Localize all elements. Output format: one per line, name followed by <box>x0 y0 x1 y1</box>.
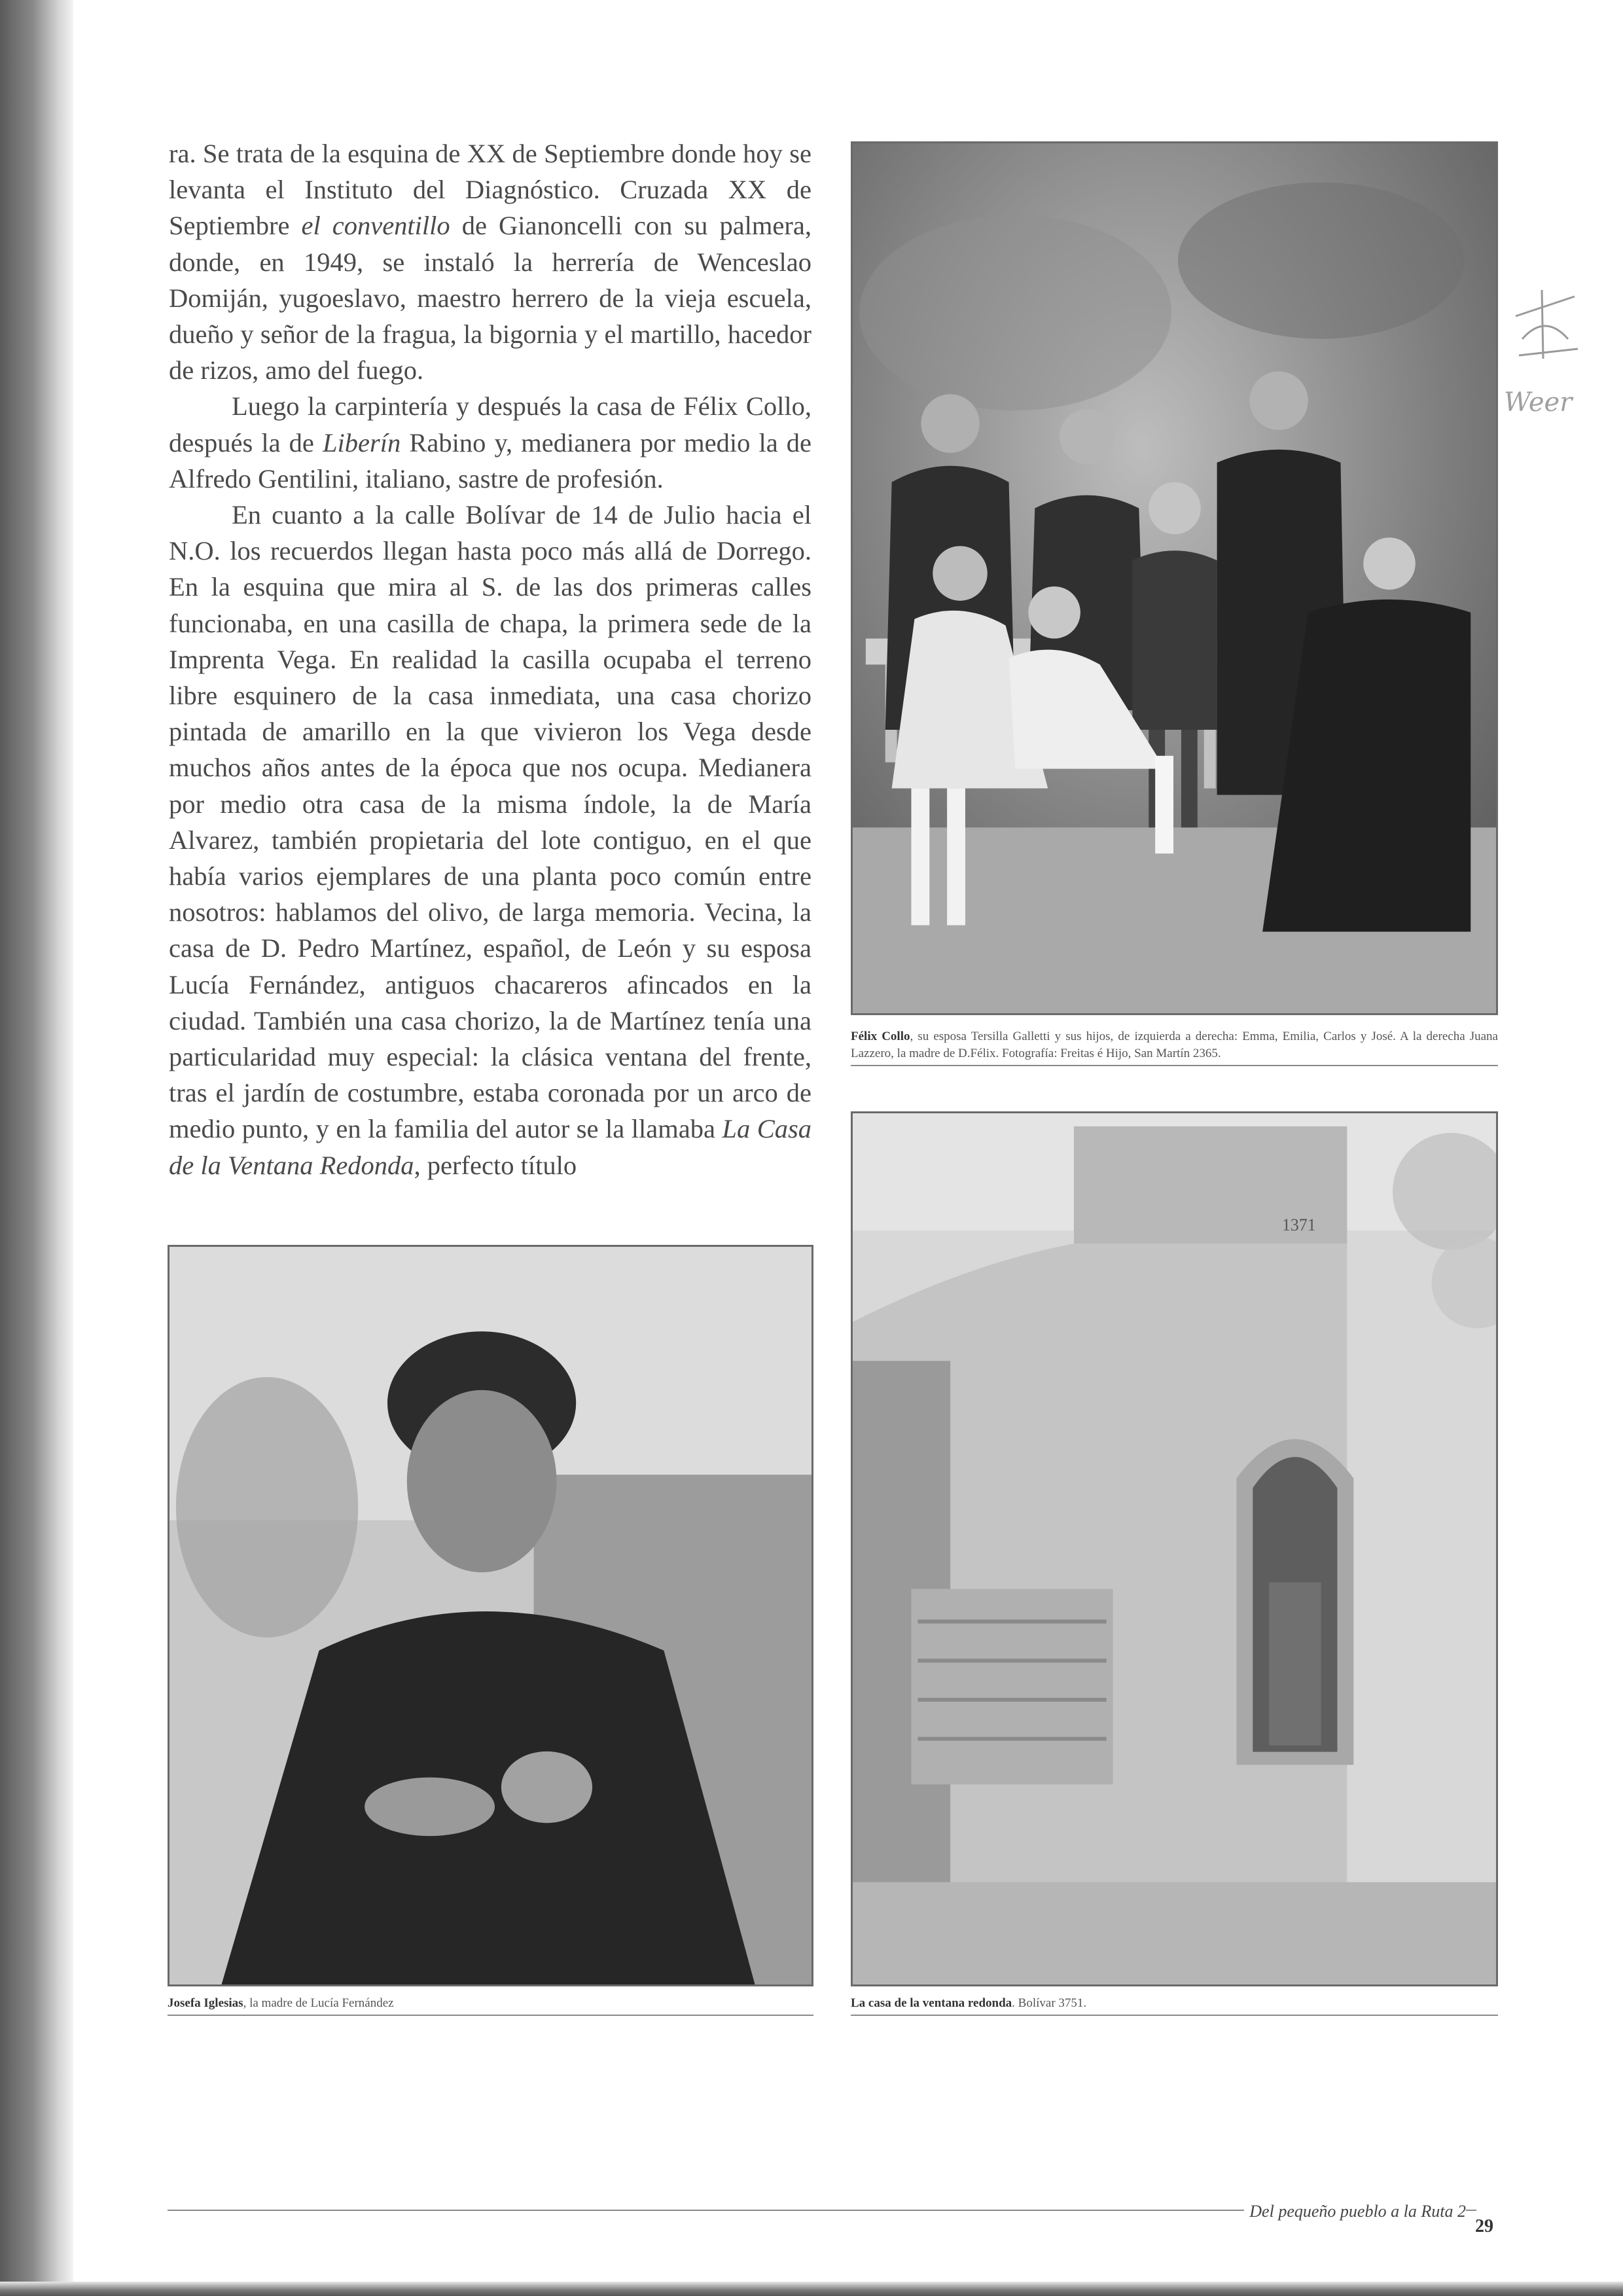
body-text <box>169 135 812 1183</box>
margin-note-drawing <box>1503 287 1594 424</box>
house-photo-caption: La casa de la ventana redonda. Bolívar 3751. <box>851 1995 1498 2016</box>
facade-number: 1371 <box>1281 1215 1316 1235</box>
house-photo-image <box>853 1113 1496 1984</box>
book-binding-shadow <box>0 0 73 2296</box>
family-photo-caption: Félix Collo, su esposa Tersilla Galletti y sus hijos, de izquierda a derecha: Emma, Emilia, Carlos y José. A la derecha Juana Lazzero, la madre de D.Félix. Fotografía: Freitas é Hijo, San Martín 2365. <box>851 1028 1498 1066</box>
portrait-photo-image <box>169 1247 812 1984</box>
family-photo-image <box>853 143 1496 1013</box>
svg-text:Weer: Weer <box>1504 387 1573 418</box>
portrait-photo-caption: Josefa Iglesias, la madre de Lucía Fernández <box>168 1995 813 2016</box>
family-photo <box>851 141 1498 1015</box>
paragraph-1: ra. Se trata de la esquina de XX de Septiembre donde hoy se levanta el Instituto del Diagnóstico. Cruzada XX de Septiembre el conventillo de Gianoncelli con su palmera, donde, en 1949, se instaló la herrería de Wenceslao Domiján, yugoeslavo, maestro herrero de la vieja escuela, dueño y señor de la fragua, la bigornia y el martillo, hacedor de rizos, amo del fuego. <box>169 139 812 386</box>
running-footer-title: Del pequeño pueblo a la Ruta 2 <box>1244 2202 1466 2221</box>
page-number: 29 <box>1475 2216 1493 2236</box>
portrait-photo <box>168 1245 813 1986</box>
handwritten-margin-note <box>1503 287 1594 424</box>
house-photo <box>851 1111 1498 1986</box>
page-bottom-edge <box>0 2282 1623 2296</box>
paragraph-3: En cuanto a la calle Bolívar de 14 de Julio hacia el N.O. los recuerdos llegan hasta poco más allá de Dorrego. En la esquina que mira al S. de las dos primeras calles funcionaba, en una casilla de chapa, la primera sede de la Imprenta Vega. En realidad la casilla ocupaba el terreno libre esquinero de la casa inmediata, una casa chorizo pintada de amarillo en la que vivieron los Vega desde muchos años antes de la época que nos ocupa. Medianera por medio otra casa de la misma índole, la de María Alvarez, también propietaria del lote contiguo, en el que había varios ejemplares de una planta poco común entre nosotros: hablamos del olivo, de larga memoria. Vecina, la casa de D. Pedro Martínez, español, de León y su esposa Lucía Fernández, antiguos chacareros afincados en la ciudad. También una casa chorizo, la de Martínez tenía una particularidad muy especial: la clásica ventana del frente, tras el jardín de costumbre, estaba coronada por un arco de medio punto, y en la familia del autor se la llamaba La Casa de la Ventana Redonda, perfecto título <box>169 500 812 1180</box>
paragraph-2: Luego la carpintería y después la casa de Félix Collo, después la de Liberín Rabino y, medianera por medio la de Alfredo Gentilini, italiano, sastre de profesión. <box>169 391 812 493</box>
